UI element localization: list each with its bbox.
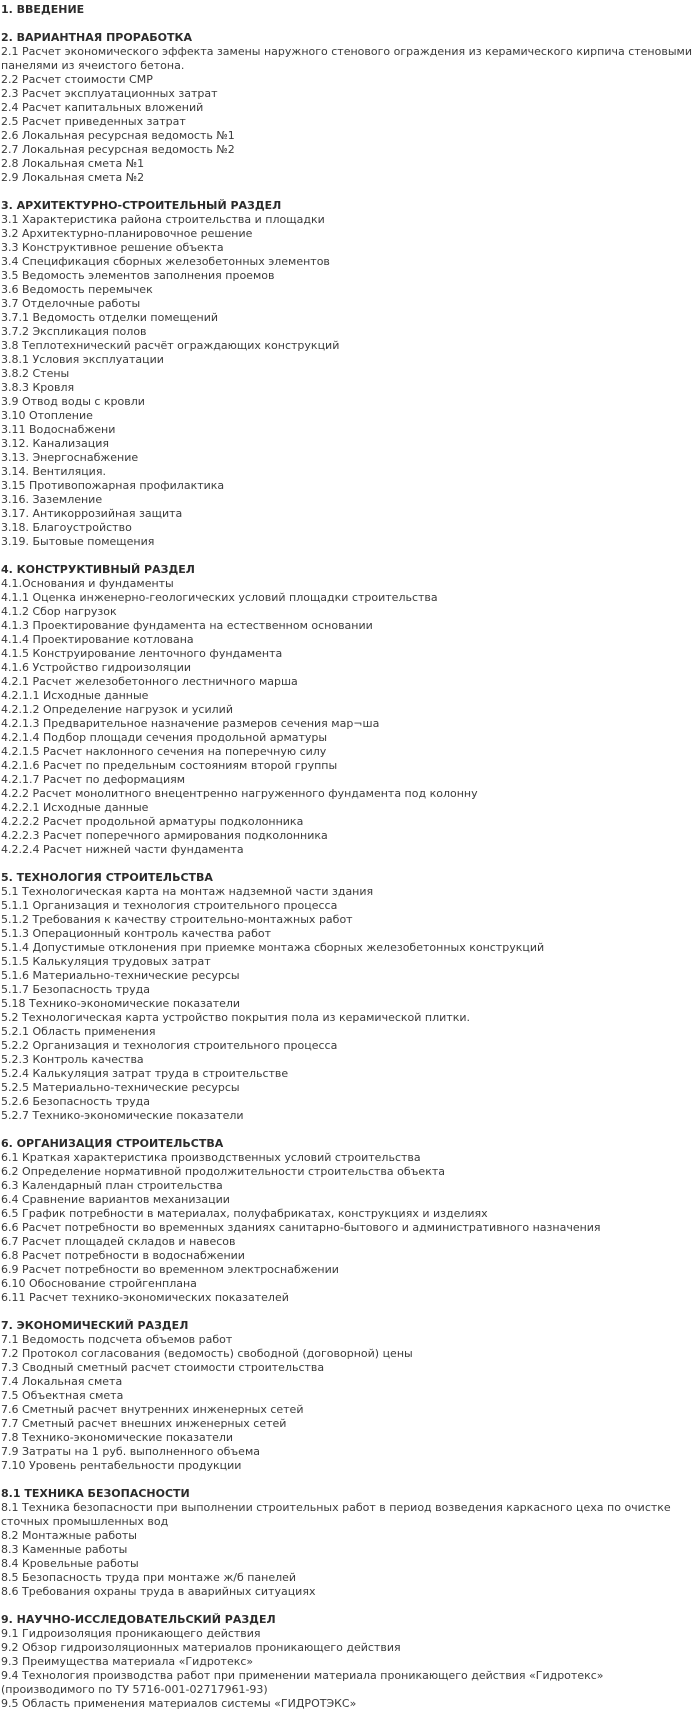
toc-item: 9.5 Область применения материалов системы «ГИДРОТЭКС»	[1, 1697, 357, 1710]
toc-item: 4.2.1.7 Расчет по деформациям	[1, 773, 186, 786]
toc-item: 4.2.2.2 Расчет продольной арматуры подколонника	[1, 815, 304, 828]
toc-item-list	[1, 885, 699, 1123]
toc-item: 3.7 Отделочные работы	[1, 297, 141, 310]
section-heading: 1. ВВЕДЕНИЕ	[1, 3, 85, 16]
toc-section	[1, 1487, 699, 1599]
toc-item: 3.16. Заземление	[1, 493, 103, 506]
toc-item: 3.8.2 Стены	[1, 367, 70, 380]
toc-section	[1, 563, 699, 857]
toc-item: 6.2 Определение нормативной продолжительности строительства объекта	[1, 1165, 445, 1178]
toc-item: 4.2.2.3 Расчет поперечного армирования подколонника	[1, 829, 328, 842]
toc-item: 7.2 Протокол согласования (ведомость) свободной (договорной) цены	[1, 1347, 413, 1360]
toc-item: 5.18 Технико-экономические показатели	[1, 997, 241, 1010]
toc-item: 3.12. Канализация	[1, 437, 109, 450]
toc-section	[1, 3, 699, 17]
toc-item: 5.1.4 Допустимые отклонения при приемке монтажа сборных железобетонных конструкций	[1, 941, 545, 954]
toc-item: 4.1.1 Оценка инженерно-геологических условий площадки строительства	[1, 591, 438, 604]
section-heading: 7. ЭКОНОМИЧЕСКИЙ РАЗДЕЛ	[1, 1319, 189, 1332]
toc-item: 4.2.1 Расчет железобетонного лестничного марша	[1, 675, 298, 688]
toc-item: 3.15 Противопожарная профилактика	[1, 479, 225, 492]
toc-item: 5.1.6 Материально-технические ресурсы	[1, 969, 240, 982]
toc-item: 6.10 Обоснование стройгенплана	[1, 1277, 197, 1290]
toc-item: 3.13. Энергоснабжение	[1, 451, 139, 464]
toc-item: 3.7.2 Экспликация полов	[1, 325, 147, 338]
toc-item: 4.1.4 Проектирование котлована	[1, 633, 194, 646]
toc-item: 3.3 Конструктивное решение объекта	[1, 241, 224, 254]
toc-item: 3.8.1 Условия эксплуатации	[1, 353, 164, 366]
toc-item: 7.4 Локальная смета	[1, 1375, 123, 1388]
section-heading: 5. ТЕХНОЛОГИЯ СТРОИТЕЛЬСТВА	[1, 871, 213, 884]
toc-item-list	[1, 1151, 699, 1305]
section-heading: 9. НАУЧНО-ИССЛЕДОВАТЕЛЬСКИЙ РАЗДЕЛ	[1, 1613, 276, 1626]
toc-item: 6.9 Расчет потребности во временном электроснабжении	[1, 1263, 339, 1276]
toc-item: 5.1.7 Безопасность труда	[1, 983, 150, 996]
toc-item-list	[1, 1333, 699, 1473]
toc-item: 3.8 Теплотехнический расчёт ограждающих конструкций	[1, 339, 340, 352]
toc-item: 2.1 Расчет экономического эффекта замены наружного стенового ограждения из керамического кирпича стеновыми панелями из ячеистого бетона.	[1, 45, 692, 72]
toc-item: 4.2.2.4 Расчет нижней части фундамента	[1, 843, 244, 856]
toc-item: 5.2.1 Область применения	[1, 1025, 156, 1038]
toc-item: 6.4 Сравнение вариантов механизации	[1, 1193, 230, 1206]
toc-section	[1, 871, 699, 1123]
section-heading: 3. АРХИТЕКТУРНО-СТРОИТЕЛЬНЫЙ РАЗДЕЛ	[1, 199, 282, 212]
toc-item: 2.8 Локальная смета №1	[1, 157, 145, 170]
section-heading: 2. ВАРИАНТНАЯ ПРОРАБОТКА	[1, 31, 193, 44]
toc-item: 5.1.5 Калькуляция трудовых затрат	[1, 955, 211, 968]
toc-item: 4.2.1.5 Расчет наклонного сечения на поперечную силу	[1, 745, 327, 758]
toc-item: 6.6 Расчет потребности во временных зданиях санитарно-бытового и административного назначения	[1, 1221, 601, 1234]
toc-item: 5.2.2 Организация и технология строительного процесса	[1, 1039, 338, 1052]
toc-item: 7.3 Сводный сметный расчет стоимости строительства	[1, 1361, 325, 1374]
toc-item-list	[1, 577, 699, 857]
toc-item: 4.2.2 Расчет монолитного внецентренно нагруженного фундамента под колонну	[1, 787, 478, 800]
toc-item: 6.8 Расчет потребности в водоснабжении	[1, 1249, 245, 1262]
toc-item: 5.1 Технологическая карта на монтаж надземной части здания	[1, 885, 374, 898]
toc-item: 4.2.1.6 Расчет по предельным состояниям второй группы	[1, 759, 338, 772]
toc-item: 7.6 Сметный расчет внутренних инженерных сетей	[1, 1403, 304, 1416]
toc-item: 9.2 Обзор гидроизоляционных материалов проникающего действия	[1, 1641, 401, 1654]
toc-item: 2.6 Локальная ресурсная ведомость №1	[1, 129, 235, 142]
toc-item: 3.10 Отопление	[1, 409, 93, 422]
toc-item: 7.8 Технико-экономические показатели	[1, 1431, 234, 1444]
toc-item: 4.2.2.1 Исходные данные	[1, 801, 149, 814]
toc-item: 2.2 Расчет стоимости СМР	[1, 73, 153, 86]
toc-item: 5.2.7 Технико-экономические показатели	[1, 1109, 244, 1122]
toc-item: 8.6 Требования охраны труда в аварийных ситуациях	[1, 1585, 316, 1598]
toc-item: 3.14. Вентиляция.	[1, 465, 106, 478]
toc-item: 5.2.3 Контроль качества	[1, 1053, 144, 1066]
toc-item: 3.8.3 Кровля	[1, 381, 75, 394]
toc-item: 4.1.Основания и фундаменты	[1, 577, 174, 590]
section-heading: 6. ОРГАНИЗАЦИЯ СТРОИТЕЛЬСТВА	[1, 1137, 224, 1150]
toc-item: 7.10 Уровень рентабельности продукции	[1, 1459, 242, 1472]
toc-item: 3.18. Благоустройство	[1, 521, 132, 534]
toc-item: 5.1.3 Операционный контроль качества работ	[1, 927, 272, 940]
toc-item-list	[1, 1501, 699, 1599]
toc-item: 6.1 Краткая характеристика производственных условий строительства	[1, 1151, 421, 1164]
toc-item-list	[1, 213, 699, 549]
toc-section	[1, 1319, 699, 1473]
toc-item: 8.4 Кровельные работы	[1, 1557, 139, 1570]
toc-item: 2.9 Локальная смета №2	[1, 171, 145, 184]
toc-item: 2.7 Локальная ресурсная ведомость №2	[1, 143, 235, 156]
toc-item: 9.4 Технология производства работ при применении материала проникающего действия «Гидротекс» (производимого по ТУ 5716-001-02717961-93)	[1, 1669, 604, 1696]
toc-item: 6.11 Расчет технико-экономических показателей	[1, 1291, 289, 1304]
toc-item: 5.1.2 Требования к качеству строительно-монтажных работ	[1, 913, 353, 926]
toc-item: 3.4 Спецификация сборных железобетонных элементов	[1, 255, 330, 268]
toc-section	[1, 1137, 699, 1305]
toc-item: 5.1.1 Организация и технология строительного процесса	[1, 899, 338, 912]
toc-item: 8.2 Монтажные работы	[1, 1529, 137, 1542]
toc-item: 4.2.1.3 Предварительное назначение размеров сечения мар¬ша	[1, 717, 380, 730]
toc-item: 5.2.6 Безопасность труда	[1, 1095, 150, 1108]
toc-item: 3.9 Отвод воды с кровли	[1, 395, 145, 408]
toc-item: 4.2.1.2 Определение нагрузок и усилий	[1, 703, 233, 716]
toc-item: 3.17. Антикоррозийная защита	[1, 507, 183, 520]
toc-item: 4.1.2 Сбор нагрузок	[1, 605, 117, 618]
toc-section	[1, 1613, 699, 1711]
toc-item: 3.1 Характеристика района строительства и площадки	[1, 213, 325, 226]
toc-section	[1, 31, 699, 185]
toc-item: 7.5 Объектная смета	[1, 1389, 124, 1402]
toc-item: 3.5 Ведомость элементов заполнения проемов	[1, 269, 275, 282]
toc-item: 8.5 Безопасность труда при монтаже ж/б панелей	[1, 1571, 297, 1584]
toc-item: 3.2 Архитектурно-планировочное решение	[1, 227, 253, 240]
toc-section	[1, 199, 699, 549]
toc-item: 8.3 Каменные работы	[1, 1543, 128, 1556]
toc-item: 2.4 Расчет капитальных вложений	[1, 101, 204, 114]
toc-item: 4.1.5 Конструирование ленточного фундамента	[1, 647, 283, 660]
toc-item-list	[1, 45, 699, 185]
toc-item: 6.3 Календарный план строительства	[1, 1179, 223, 1192]
toc-item: 7.7 Сметный расчет внешних инженерных сетей	[1, 1417, 287, 1430]
toc-item: 8.1 Техника безопасности при выполнении строительных работ в период возведения каркасного цеха по очистке сточных промышленных вод	[1, 1501, 671, 1528]
toc-item: 7.1 Ведомость подсчета объемов работ	[1, 1333, 233, 1346]
toc-item: 6.5 График потребности в материалах, полуфабрикатах, конструкциях и изделиях	[1, 1207, 488, 1220]
toc-item: 3.6 Ведомость перемычек	[1, 283, 153, 296]
toc-item: 4.2.1.1 Исходные данные	[1, 689, 149, 702]
toc-item: 5.2.4 Калькуляция затрат труда в строительстве	[1, 1067, 289, 1080]
toc-item: 3.19. Бытовые помещения	[1, 535, 155, 548]
toc-item-list	[1, 1627, 699, 1711]
toc-item: 5.2 Технологическая карта устройство покрытия пола из керамической плитки.	[1, 1011, 470, 1024]
toc-item: 2.3 Расчет эксплуатационных затрат	[1, 87, 218, 100]
toc-item: 5.2.5 Материально-технические ресурсы	[1, 1081, 240, 1094]
toc-item: 4.2.1.4 Подбор площади сечения продольной арматуры	[1, 731, 328, 744]
toc-item: 4.1.3 Проектирование фундамента на естественном основании	[1, 619, 373, 632]
toc-item: 9.1 Гидроизоляция проникающего действия	[1, 1627, 261, 1640]
toc-item: 3.11 Водоснабжени	[1, 423, 116, 436]
toc-item: 3.7.1 Ведомость отделки помещений	[1, 311, 219, 324]
toc-item: 7.9 Затраты на 1 руб. выполненного объема	[1, 1445, 260, 1458]
section-heading: 4. КОНСТРУКТИВНЫЙ РАЗДЕЛ	[1, 563, 195, 576]
section-heading: 8.1 ТЕХНИКА БЕЗОПАСНОСТИ	[1, 1487, 190, 1500]
toc-item: 6.7 Расчет площадей складов и навесов	[1, 1235, 236, 1248]
toc-item: 9.3 Преимущества материала «Гидротекс»	[1, 1655, 254, 1668]
toc-item: 2.5 Расчет приведенных затрат	[1, 115, 186, 128]
toc-item: 4.1.6 Устройство гидроизоляции	[1, 661, 192, 674]
